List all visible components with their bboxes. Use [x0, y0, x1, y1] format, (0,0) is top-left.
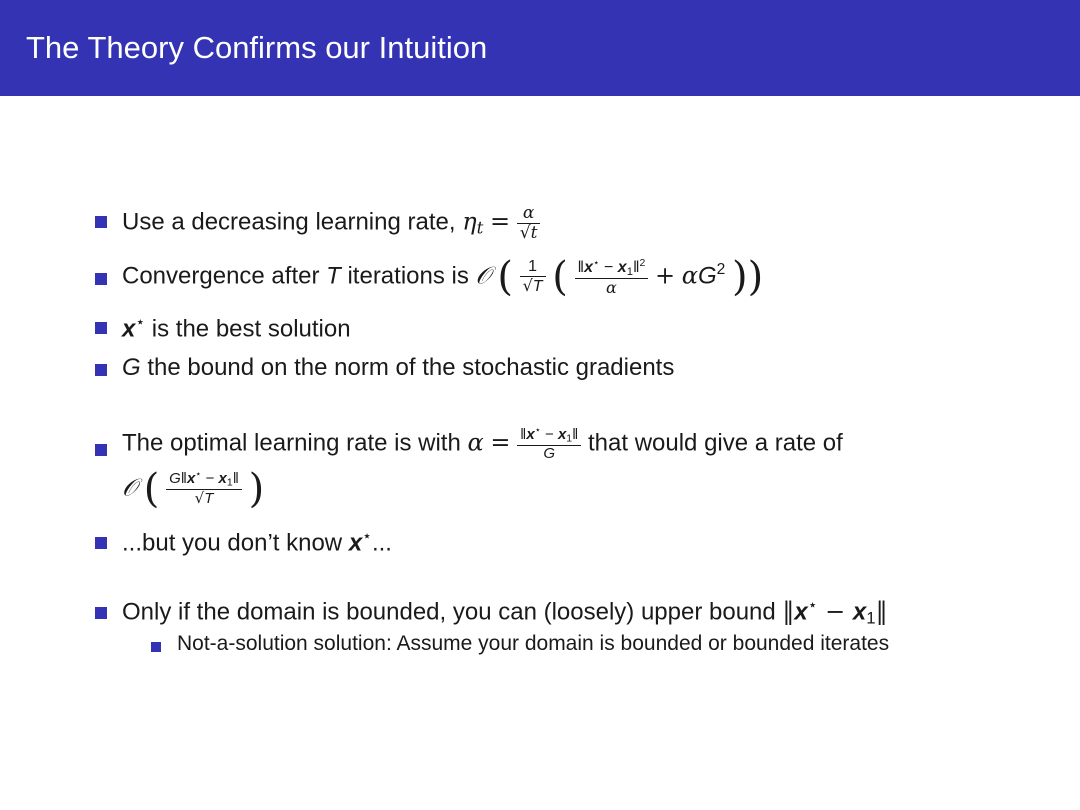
star: ⋆ [362, 528, 372, 545]
one-over-sqrt-T [520, 258, 546, 295]
star: ⋆ [807, 597, 818, 614]
x-star: x [122, 315, 136, 343]
x-star: x [526, 425, 535, 443]
right-paren: ) [732, 254, 748, 300]
plus-sign: + [655, 261, 676, 290]
sqrt-sign: √ [522, 276, 533, 295]
bullet-text: Convergence after [122, 262, 327, 290]
squared: 2 [639, 257, 646, 269]
frac-numerator: α [517, 204, 541, 224]
bullet-marker [95, 537, 107, 549]
bullet-marker [95, 364, 107, 376]
x-star: x [348, 529, 363, 557]
G-symbol: G [698, 262, 717, 290]
star: ⋆ [135, 314, 146, 331]
minus: − [599, 258, 618, 276]
bullet-optimal-rate [122, 426, 843, 463]
equals-sign: = [490, 207, 511, 236]
x-star: x [794, 598, 808, 626]
frac-denominator: T [532, 278, 543, 295]
norm-bar: ‖ [632, 258, 640, 276]
sub-bullet-not-a-solution [177, 632, 889, 656]
bullet-text: iterations is [340, 262, 476, 290]
bullet-marker [95, 273, 107, 285]
x-one: x [557, 425, 567, 443]
bullet-text: ...but you don’t know [122, 529, 349, 557]
norm-bar: ‖ [875, 597, 888, 626]
star: ⋆ [593, 257, 600, 269]
norm-bar: ‖ [232, 470, 239, 488]
bullet-marker [95, 216, 107, 228]
sqrt-sign: √ [519, 222, 531, 243]
bullet-text: The optimal learning rate is with [122, 429, 468, 457]
big-o-symbol: 𝒪 [475, 261, 491, 290]
right-paren: ) [248, 466, 265, 512]
alpha-symbol: α [467, 428, 484, 457]
frac-denominator: t [530, 222, 538, 243]
bullet-learning-rate [122, 204, 540, 242]
T-symbol: T [326, 262, 341, 290]
sqrt-sign: √ [194, 489, 205, 508]
bullet-text: Only if the domain is bounded, you can (loosely) upper bound [122, 598, 783, 626]
one-subscript: 1 [226, 476, 233, 489]
x-one: x [852, 598, 867, 626]
one-subscript: 1 [626, 265, 633, 278]
bullet-best-solution [122, 313, 351, 343]
minus: − [540, 425, 558, 443]
left-paren: ( [143, 466, 160, 512]
star: ⋆ [195, 469, 202, 481]
alpha-over-sqrt-t [517, 204, 541, 242]
x-star: x [584, 258, 594, 276]
distance-over-alpha [575, 258, 649, 297]
norm-bar: ‖ [577, 258, 585, 276]
bullet-convergence [122, 254, 763, 310]
equals-sign: = [490, 428, 511, 457]
bullet-text: Use a decreasing learning rate, [122, 208, 463, 236]
G-symbol: G [169, 470, 181, 488]
frac-denominator: α [606, 277, 617, 297]
norm-bar: ‖ [520, 425, 527, 443]
frac-denominator: T [204, 490, 214, 508]
bullet-text: that would give a rate of [588, 429, 843, 457]
norm-bar: ‖ [180, 470, 187, 488]
alpha-symbol: α [681, 261, 698, 290]
norm-bar: ‖ [572, 425, 579, 443]
right-paren: ) [747, 254, 764, 300]
bullet-text: ... [371, 529, 392, 557]
x-one: x [218, 470, 227, 488]
minus: − [817, 597, 853, 626]
bullet-marker [95, 322, 107, 334]
bullet-marker [95, 607, 107, 619]
one-subscript: 1 [566, 432, 573, 445]
left-paren: ( [497, 254, 513, 300]
rate-fraction [166, 470, 242, 508]
title-bar [0, 0, 1080, 96]
frac-numerator: 1 [520, 258, 546, 277]
minus: − [201, 470, 219, 488]
norm-bar: ‖ [782, 597, 795, 626]
bullet-optimal-rate-continued [122, 466, 264, 522]
squared: 2 [716, 260, 726, 278]
x-star: x [186, 470, 196, 488]
sub-bullet-text: Not-a-solution solution: Assume your domain is bounded or bounded iterates [177, 632, 890, 655]
star: ⋆ [534, 425, 541, 436]
big-o-symbol: 𝒪 [122, 473, 138, 502]
x-one: x [617, 258, 627, 276]
sub-bullet-marker [151, 642, 161, 652]
bullet-marker [95, 444, 107, 456]
bullet-dont-know [122, 527, 392, 557]
t-subscript: t [476, 217, 484, 238]
left-paren: ( [552, 254, 568, 300]
frac-denominator: G [543, 445, 556, 463]
eta-symbol: η [462, 207, 477, 236]
bullet-bounded-domain [122, 596, 888, 629]
bullet-gradient-bound [122, 354, 674, 382]
G-symbol: G [122, 354, 141, 381]
bullet-text: the bound on the norm of the stochastic gradients [140, 354, 675, 381]
slide-title: The Theory Confirms our Intuition [26, 30, 488, 65]
optimal-alpha-fraction [517, 426, 581, 463]
bullet-text: is the best solution [145, 315, 351, 343]
one-subscript: 1 [866, 608, 876, 628]
